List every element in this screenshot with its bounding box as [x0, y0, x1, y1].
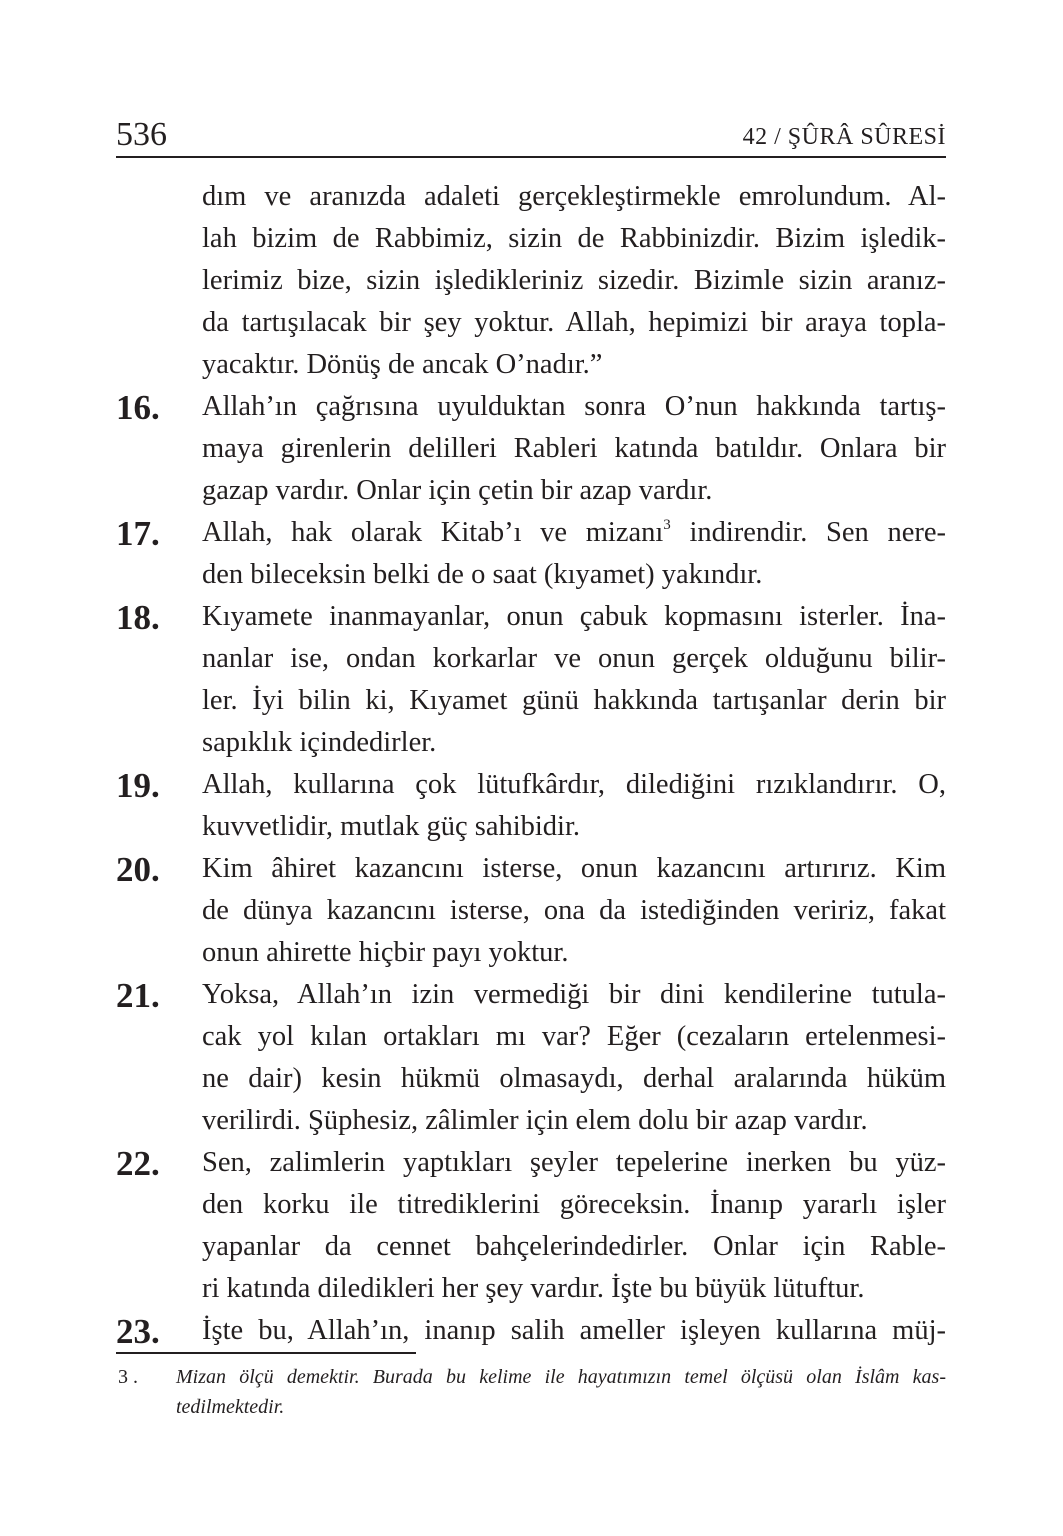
verse-number: 22.	[116, 1144, 160, 1183]
text-line: gazap vardır. Onlar için çetin bir azap vardır.	[202, 475, 713, 506]
text-line: lah bizim de Rabbimiz, sizin de Rabbinizdir. Bizim işledik-	[202, 223, 946, 254]
text-line: Kıyamete inanmayanlar, onun çabuk kopmasını isterler. İna-	[202, 601, 946, 632]
verse-17	[116, 512, 946, 596]
verse-number: 20.	[116, 850, 160, 889]
text-line: de dünya kazancını isterse, ona da istediğinden veririz, fakat	[202, 895, 946, 926]
footnote-mark: 3 .	[118, 1366, 138, 1388]
text-line: İşte bu, Allah’ın, inanıp salih ameller işleyen kullarına müj-	[202, 1315, 946, 1346]
text-line: dım ve aranızda adaleti gerçekleştirmekle emrolundum. Al-	[202, 181, 946, 212]
running-title: 42 / ŞÛRÂ SÛRESİ	[742, 124, 946, 150]
verse-continuation	[116, 176, 946, 386]
page-header	[116, 116, 946, 158]
footnote-divider	[116, 1352, 416, 1354]
page-body	[116, 176, 946, 1352]
text-line: onun ahirette hiçbir payı yoktur.	[202, 937, 569, 968]
verse-number: 21.	[116, 976, 160, 1015]
text-line	[202, 512, 946, 554]
text-line: den korku ile titrediklerini göreceksin. İnanıp yararlı işler	[202, 1189, 946, 1220]
text-line: verilirdi. Şüphesiz, zâlimler için elem dolu bir azap vardır.	[202, 1105, 868, 1136]
text-line: lerimiz bize, sizin işledikleriniz sizedir. Bizimle sizin aranız-	[202, 265, 946, 296]
verse-21	[116, 974, 946, 1142]
verse-23	[116, 1310, 946, 1352]
text-line: yapanlar da cennet bahçelerindedirler. Onlar için Rable-	[202, 1231, 946, 1262]
text-line: Allah’ın çağrısına uyulduktan sonra O’nun hakkında tartış-	[202, 391, 946, 422]
footnote-text	[116, 1362, 946, 1422]
text-line: Yoksa, Allah’ın izin vermediği bir dini kendilerine tutula-	[202, 979, 946, 1010]
verse-22	[116, 1142, 946, 1310]
text-line: nanlar ise, ondan korkarlar ve onun gerçek olduğunu bilir-	[202, 643, 946, 674]
text-line: ri katında diledikleri her şey vardır. İşte bu büyük lütuftur.	[202, 1273, 865, 1304]
text-line: ler. İyi bilin ki, Kıyamet günü hakkında tartışanlar derin bir	[202, 685, 946, 716]
verse-number: 16.	[116, 388, 160, 427]
text-line: da tartışılacak bir şey yoktur. Allah, hepimizi bir araya topla-	[202, 307, 946, 338]
verse-number: 18.	[116, 598, 160, 637]
text-segment: indirendir. Sen nere-	[670, 517, 946, 548]
text-line: yacaktır. Dönüş de ancak O’nadır.”	[202, 349, 603, 380]
verse-20	[116, 848, 946, 974]
verse-number: 19.	[116, 766, 160, 805]
verse-18	[116, 596, 946, 764]
text-line: Sen, zalimlerin yaptıkları şeyler tepelerine inerken bu yüz-	[202, 1147, 946, 1178]
verse-16	[116, 386, 946, 512]
verse-number: 23.	[116, 1312, 160, 1351]
footnote-line: Mizan ölçü demektir. Burada bu kelime ile hayatımızın temel ölçüsü olan İslâm kas-	[176, 1366, 946, 1388]
text-line: maya girenlerin delilleri Rableri katında batıldır. Onlara bir	[202, 433, 946, 464]
verse-number: 17.	[116, 514, 160, 553]
footnote-reference[interactable]: 3	[663, 517, 671, 533]
text-line: ne dair) kesin hükmü olmasaydı, derhal aralarında hüküm	[202, 1063, 946, 1094]
text-line: Kim âhiret kazancını isterse, onun kazancını artırırız. Kim	[202, 853, 946, 884]
footnote-line: tedilmektedir.	[176, 1396, 285, 1418]
footnote	[116, 1362, 946, 1422]
text-line: den bileceksin belki de o saat (kıyamet) yakındır.	[202, 559, 763, 590]
verse-19	[116, 764, 946, 848]
text-line: kuvvetlidir, mutlak güç sahibidir.	[202, 811, 581, 842]
text-line: sapıklık içindedirler.	[202, 727, 437, 758]
page-number: 536	[116, 116, 167, 153]
text-segment: Allah, hak olarak Kitab’ı ve mizanı	[202, 517, 664, 548]
text-line: cak yol kılan ortakları mı var? Eğer (cezaların ertelenmesi-	[202, 1021, 946, 1052]
text-line: Allah, kullarına çok lütufkârdır, dilediğini rızıklandırır. O,	[202, 769, 946, 800]
